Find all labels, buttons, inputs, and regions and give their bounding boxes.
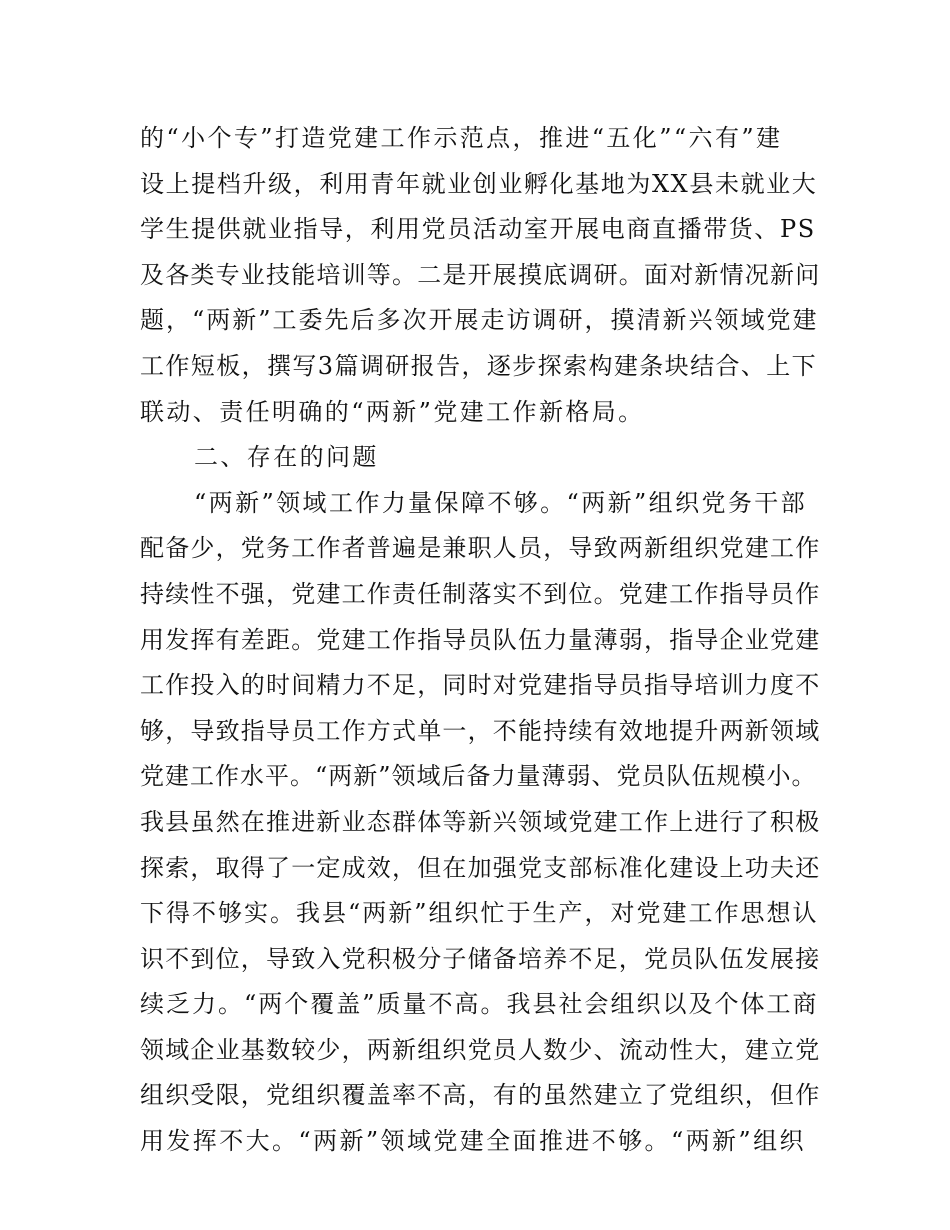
text-line: 配备少，党务工作者普遍是兼职人员，导致两新组织党建工作 [140, 534, 821, 563]
document-body [140, 116, 820, 1165]
text-line: 的“小个专”打造党建工作示范点，推进“五化”“六有”建 [140, 124, 783, 152]
text-line: 组织受限，党组织覆盖率不高，有的虽然建立了党组织，但作 [140, 1081, 821, 1110]
text-line: 下得不够实。我县“两新”组织忙于生产，对党建工作思想认 [140, 899, 819, 928]
text-line: 用发挥不大。“两新”领域党建全面推进不够。“两新”组织 [140, 1127, 806, 1156]
text-line: 领域企业基数较少，两新组织党员人数少、流动性大，建立党 [140, 1035, 821, 1064]
section-heading: 二、存在的问题 [194, 443, 379, 472]
text-line: 工作短板，撰写3篇调研报告，逐步探索构建条块结合、上下 [140, 351, 818, 380]
text-line: “两新”领域工作力量保障不够。“两新”组织党务干部 [194, 488, 808, 517]
text-line: 识不到位，导致入党积极分子储备培养不足，党员队伍发展接 [140, 944, 821, 973]
text-line: 学生提供就业指导，利用党员活动室开展电商直播带货、PS [140, 215, 816, 244]
text-line: 用发挥有差距。党建工作指导员队伍力量薄弱，指导企业党建 [140, 625, 821, 654]
text-line: 工作投入的时间精力不足，同时对党建指导员指导培训力度不 [140, 671, 821, 700]
text-line: 够，导致指导员工作方式单一，不能持续有效地提升两新领域 [140, 716, 821, 745]
text-line: 党建工作水平。“两新”领域后备力量薄弱、党员队伍规模小。 [140, 762, 817, 791]
text-line: 联动、责任明确的“两新”党建工作新格局。 [140, 397, 645, 426]
text-line: 探索，取得了一定成效，但在加强党支部标准化建设上功夫还 [140, 853, 821, 882]
text-line: 设上提档升级，利用青年就业创业孵化基地为XX县未就业大 [140, 169, 818, 198]
text-line: 我县虽然在推进新业态群体等新兴领域党建工作上进行了积极 [140, 807, 821, 836]
text-line: 持续性不强，党建工作责任制落实不到位。党建工作指导员作 [140, 579, 821, 608]
text-line: 题，“两新”工委先后多次开展走访调研，摸清新兴领域党建 [140, 306, 819, 335]
text-line: 及各类专业技能培训等。二是开展摸底调研。面对新情况新问 [140, 260, 821, 289]
text-line: 续乏力。“两个覆盖”质量不高。我县社会组织以及个体工商 [140, 990, 819, 1019]
